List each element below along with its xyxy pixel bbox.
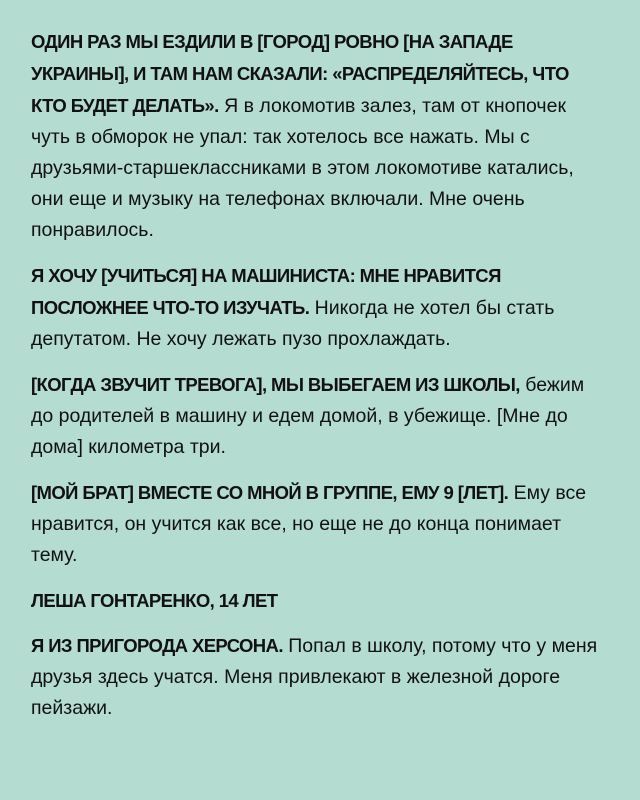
paragraph-1-lead: ОДИН РАЗ МЫ ЕЗДИЛИ В [ГОРОД] РОВНО [НА ЗАПАДЕ УКРАИНЫ], И ТАМ НАМ СКАЗАЛИ: «РАСПРЕДЕЛЯЙТЕСЬ, ЧТО КТО БУДЕТ ДЕЛАТЬ». xyxy=(31,31,569,116)
paragraph-4 xyxy=(31,477,606,571)
final-paragraph xyxy=(31,630,606,724)
final-paragraph-lead: Я ИЗ ПРИГОРОДА ХЕРСОНА. xyxy=(31,635,283,656)
paragraph-2-text: Никогда не хотел бы стать депутатом. Не хочу лежать пузо прохлаждать. xyxy=(31,297,555,350)
paragraph-2 xyxy=(31,260,606,355)
author-name: ЛЕША ГОНТАРЕНКО, 14 ЛЕТ xyxy=(31,590,278,611)
paragraph-3 xyxy=(31,369,606,463)
paragraph-2-lead: Я ХОЧУ [УЧИТЬСЯ] НА МАШИНИСТА: МНЕ НРАВИТСЯ ПОСЛОЖНЕЕ ЧТО-ТО ИЗУЧАТЬ. xyxy=(31,265,501,318)
paragraph-1-text: Я в локомотив залез, там от кнопочек чуть в обморок не упал: так хотелось все нажать. Мы с друзьями-старшеклассниками в этом локомотиве катались, они еще и музыку на телефонах включали. Мне очень понравилось. xyxy=(31,95,574,241)
final-paragraph-text: Попал в школу, потому что у меня друзья здесь учатся. Меня привлекают в железной дороге пейзажи. xyxy=(31,635,598,719)
paragraph-4-lead: [МОЙ БРАТ] ВМЕСТЕ СО МНОЙ В ГРУППЕ, ЕМУ 9 [ЛЕТ]. xyxy=(31,482,509,503)
paragraph-4-text: Ему все нравится, он учится как все, но еще не до конца понимает тему. xyxy=(31,482,587,566)
paragraph-1 xyxy=(31,26,606,246)
paragraph-3-lead: [КОГДА ЗВУЧИТ ТРЕВОГА], МЫ ВЫБЕГАЕМ ИЗ ШКОЛЫ, xyxy=(31,374,520,395)
paragraph-3-text: бежим до родителей в машину и едем домой, в убежище. [Мне до дома] километра три. xyxy=(31,374,585,458)
